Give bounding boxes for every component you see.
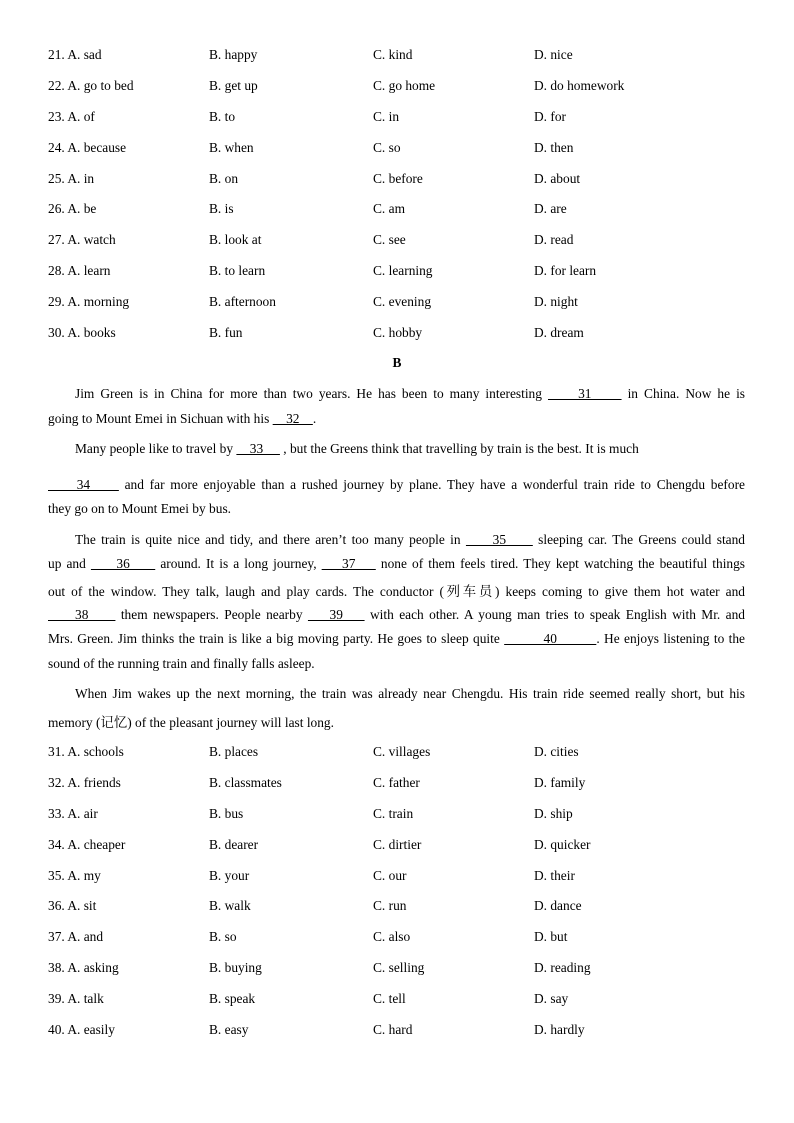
passage-text: sound of the running train and finally falls asleep. bbox=[48, 656, 315, 671]
question-option-b: B. so bbox=[209, 929, 237, 945]
question-option-b: B. look at bbox=[209, 232, 262, 248]
question-option-a: 22. A. go to bed bbox=[48, 77, 134, 93]
blank-38: 38 bbox=[48, 607, 116, 622]
question-option-c: C. also bbox=[373, 929, 411, 945]
question-option-d: D. do homework bbox=[534, 77, 625, 93]
question-option-d: D. for learn bbox=[534, 263, 597, 279]
question-option-a: 35. A. my bbox=[48, 867, 101, 883]
question-option-a: 34. A. cheaper bbox=[48, 836, 126, 852]
question-option-a: 39. A. talk bbox=[48, 991, 104, 1007]
question-option-d: D. read bbox=[534, 232, 574, 248]
question-options-31-40 bbox=[48, 744, 748, 1053]
passage-text: memory (记忆) of the pleasant journey will last long. bbox=[48, 715, 334, 730]
blank-40: 40 bbox=[504, 631, 597, 646]
passage-line bbox=[48, 631, 745, 647]
question-option-c: C. go home bbox=[373, 77, 436, 93]
question-row bbox=[48, 837, 748, 868]
question-row bbox=[48, 109, 748, 140]
question-option-d: D. but bbox=[534, 929, 568, 945]
passage-line bbox=[48, 532, 745, 548]
question-option-c: C. kind bbox=[373, 47, 413, 62]
question-row bbox=[48, 929, 748, 960]
question-option-a: 23. A. of bbox=[48, 108, 95, 124]
question-option-c: C. before bbox=[373, 170, 423, 186]
question-row bbox=[48, 868, 748, 899]
question-row bbox=[48, 960, 748, 991]
question-option-b: B. places bbox=[209, 744, 259, 759]
passage-line bbox=[48, 441, 745, 457]
question-options-21-30 bbox=[48, 47, 748, 356]
question-option-c: C. hobby bbox=[373, 325, 423, 341]
question-option-b: B. on bbox=[209, 170, 239, 186]
question-option-c: C. our bbox=[373, 867, 407, 883]
question-row bbox=[48, 201, 748, 232]
question-row bbox=[48, 325, 748, 356]
question-option-d: D. nice bbox=[534, 47, 573, 62]
passage-text: . He enjoys listening to the bbox=[596, 631, 746, 646]
question-option-d: D. are bbox=[534, 201, 567, 217]
passage-line bbox=[48, 656, 315, 672]
question-row bbox=[48, 806, 748, 837]
passage-text: . bbox=[312, 411, 317, 426]
passage-text: them newspapers. People nearby bbox=[115, 607, 308, 622]
question-option-d: D. for bbox=[534, 108, 566, 124]
passage-line bbox=[48, 386, 745, 402]
question-option-d: D. hardly bbox=[534, 1022, 585, 1038]
question-option-b: B. to learn bbox=[209, 263, 266, 279]
question-row bbox=[48, 294, 748, 325]
passage-line bbox=[48, 712, 334, 731]
passage-text: , but the Greens think that travelling by train is the best. It is much bbox=[279, 441, 639, 456]
question-option-d: D. their bbox=[534, 867, 575, 883]
question-option-a: 38. A. asking bbox=[48, 960, 119, 976]
question-option-b: B. your bbox=[209, 867, 250, 883]
blank-32: 32 bbox=[272, 411, 313, 426]
question-row bbox=[48, 47, 748, 78]
question-option-b: B. easy bbox=[209, 1022, 249, 1038]
question-option-a: 33. A. air bbox=[48, 805, 98, 821]
question-option-c: C. in bbox=[373, 108, 400, 124]
question-option-d: D. about bbox=[534, 170, 581, 186]
passage-line bbox=[48, 686, 745, 702]
question-row bbox=[48, 898, 748, 929]
question-option-d: D. dream bbox=[534, 325, 584, 341]
blank-37: 37 bbox=[321, 556, 376, 571]
question-option-a: 37. A. and bbox=[48, 929, 104, 945]
passage-line bbox=[48, 607, 745, 623]
question-option-d: D. ship bbox=[534, 805, 573, 821]
question-option-c: C. selling bbox=[373, 960, 425, 976]
question-option-a: 21. A. sad bbox=[48, 47, 102, 62]
question-option-d: D. cities bbox=[534, 744, 579, 759]
question-option-c: C. so bbox=[373, 139, 401, 155]
blank-31: 31 bbox=[547, 386, 622, 401]
question-option-a: 32. A. friends bbox=[48, 774, 121, 790]
question-option-d: D. quicker bbox=[534, 836, 591, 852]
question-option-d: D. say bbox=[534, 991, 569, 1007]
passage-text: up and bbox=[48, 556, 91, 571]
question-option-c: C. villages bbox=[373, 744, 431, 759]
question-option-b: B. classmates bbox=[209, 774, 282, 790]
blank-36: 36 bbox=[90, 556, 156, 571]
question-option-b: B. fun bbox=[209, 325, 243, 341]
blank-35: 35 bbox=[465, 532, 533, 547]
question-option-b: B. speak bbox=[209, 991, 256, 1007]
question-option-d: D. family bbox=[534, 774, 586, 790]
question-row bbox=[48, 1022, 748, 1053]
passage-text: When Jim wakes up the next morning, the train was already near Chengdu. His train ride seemed really short, but his bbox=[75, 686, 745, 701]
passage-line bbox=[48, 411, 316, 427]
question-option-d: D. night bbox=[534, 294, 578, 310]
passage-text: Mrs. Green. Jim thinks the train is like a big moving party. He goes to sleep quite bbox=[48, 631, 505, 646]
question-option-c: C. tell bbox=[373, 991, 406, 1007]
question-option-a: 28. A. learn bbox=[48, 263, 111, 279]
question-option-a: 25. A. in bbox=[48, 170, 95, 186]
question-option-c: C. run bbox=[373, 898, 407, 914]
question-row bbox=[48, 171, 748, 202]
question-option-b: B. walk bbox=[209, 898, 251, 914]
question-option-c: C. train bbox=[373, 805, 414, 821]
question-row bbox=[48, 744, 748, 775]
question-option-a: 40. A. easily bbox=[48, 1022, 115, 1038]
passage-text: none of them feels tired. They kept watching the beautiful things bbox=[375, 556, 746, 571]
question-option-d: D. reading bbox=[534, 960, 591, 976]
passage-text: around. It is a long journey, bbox=[155, 556, 322, 571]
passage-text: going to Mount Emei in Sichuan with his bbox=[48, 411, 273, 426]
question-row bbox=[48, 140, 748, 171]
question-option-a: 31. A. schools bbox=[48, 744, 124, 759]
question-option-a: 29. A. morning bbox=[48, 294, 130, 310]
passage-text: out of the window. They talk, laugh and play cards. The conductor (列车员) keeps coming to give them hot water and bbox=[48, 584, 745, 599]
question-option-c: C. hard bbox=[373, 1022, 413, 1038]
question-option-a: 27. A. watch bbox=[48, 232, 116, 248]
question-row bbox=[48, 78, 748, 109]
question-option-b: B. happy bbox=[209, 47, 258, 62]
passage-line bbox=[48, 581, 745, 600]
passage-text: with each other. A young man tries to speak English with Mr. and bbox=[364, 607, 746, 622]
passage-text: The train is quite nice and tidy, and there aren’t too many people in bbox=[75, 532, 466, 547]
question-option-c: C. dirtier bbox=[373, 836, 422, 852]
passage-text: and far more enjoyable than a rushed journey by plane. They have a wonderful train ride to Chengdu before bbox=[118, 477, 745, 492]
question-option-b: B. is bbox=[209, 201, 234, 217]
passage-text: Jim Green is in China for more than two years. He has been to many interesting bbox=[75, 386, 548, 401]
blank-39: 39 bbox=[307, 607, 365, 622]
question-option-c: C. learning bbox=[373, 263, 433, 279]
section-heading: B bbox=[392, 355, 402, 370]
question-option-d: D. dance bbox=[534, 898, 582, 914]
question-option-b: B. when bbox=[209, 139, 254, 155]
question-option-c: C. am bbox=[373, 201, 405, 217]
question-option-b: B. get up bbox=[209, 77, 258, 93]
passage-text: in China. Now he is bbox=[621, 386, 746, 401]
passage-text: Many people like to travel by bbox=[75, 441, 237, 456]
question-option-b: B. dearer bbox=[209, 836, 259, 852]
question-option-b: B. buying bbox=[209, 960, 262, 976]
question-option-a: 36. A. sit bbox=[48, 898, 97, 914]
blank-34: 34 bbox=[48, 477, 119, 492]
question-option-a: 24. A. because bbox=[48, 139, 127, 155]
question-option-d: D. then bbox=[534, 139, 574, 155]
question-option-c: C. see bbox=[373, 232, 406, 248]
passage-text: they go on to Mount Emei by bus. bbox=[48, 501, 231, 516]
question-row bbox=[48, 263, 748, 294]
passage-line bbox=[48, 477, 745, 493]
question-option-c: C. evening bbox=[373, 294, 432, 310]
question-option-b: B. bus bbox=[209, 805, 244, 821]
passage-line bbox=[48, 556, 745, 572]
question-option-b: B. afternoon bbox=[209, 294, 276, 310]
question-option-a: 26. A. be bbox=[48, 201, 97, 217]
question-option-b: B. to bbox=[209, 108, 236, 124]
blank-33: 33 bbox=[236, 441, 280, 456]
question-row bbox=[48, 775, 748, 806]
question-option-c: C. father bbox=[373, 774, 420, 790]
question-row bbox=[48, 991, 748, 1022]
passage-text: sleeping car. The Greens could stand bbox=[532, 532, 745, 547]
passage-line bbox=[48, 501, 231, 517]
question-option-a: 30. A. books bbox=[48, 325, 116, 341]
question-row bbox=[48, 232, 748, 263]
